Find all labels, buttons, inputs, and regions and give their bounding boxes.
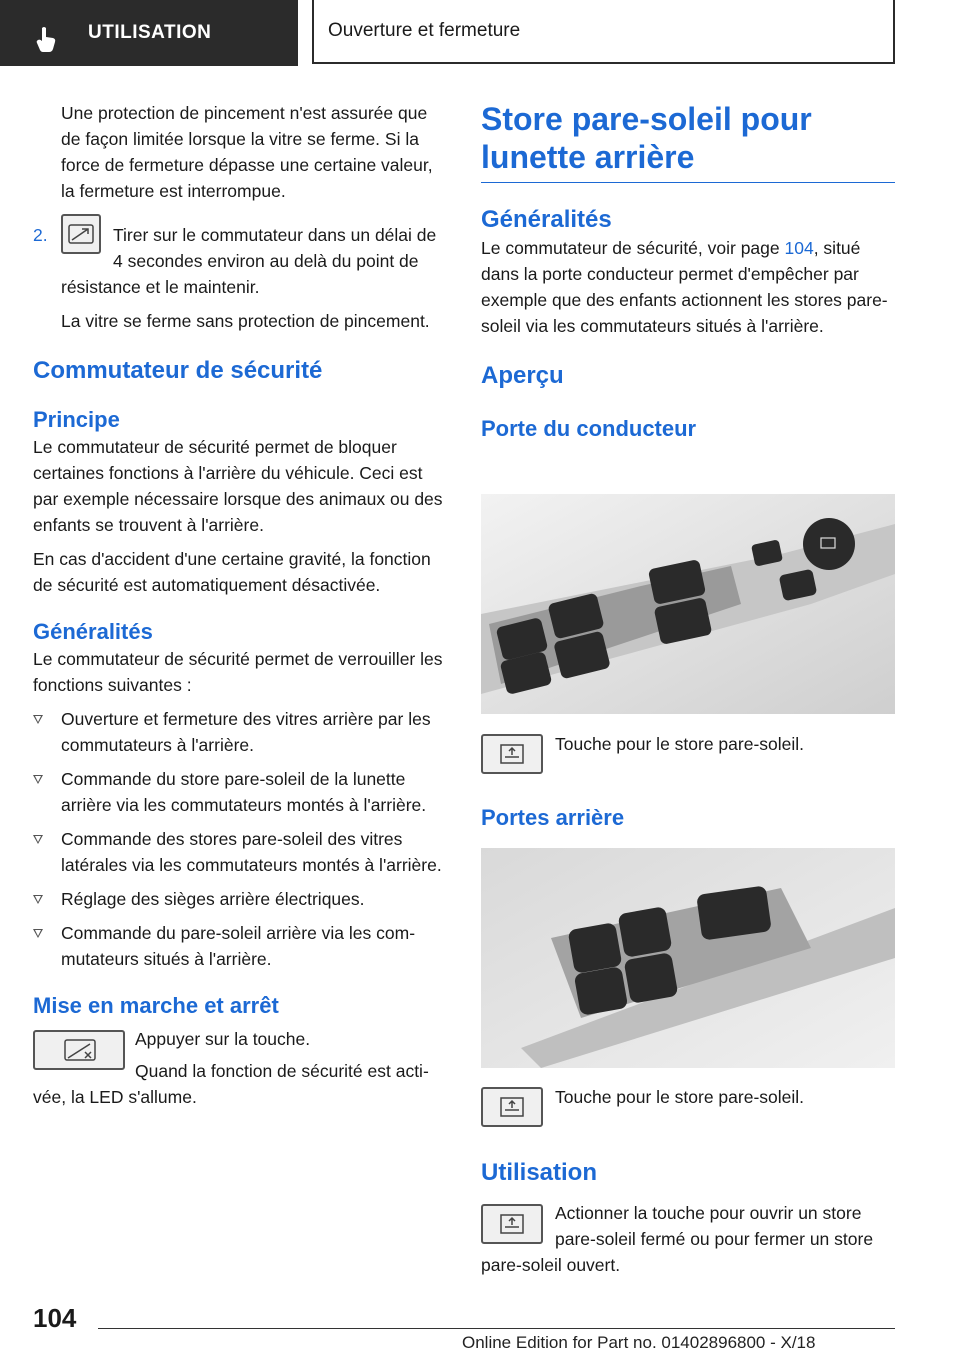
sunblind-icon xyxy=(481,1204,543,1244)
heading-principe: Principe xyxy=(33,407,120,432)
bullet-triangle-icon xyxy=(33,775,43,784)
caption-1: Touche pour le store pare-soleil. xyxy=(555,734,805,754)
right-column xyxy=(481,100,895,443)
caption-2-icon xyxy=(481,1087,543,1132)
window-switch-icon xyxy=(61,214,101,254)
principe-paragraph-2: En cas d'accident d'une certaine gravité, la fonction de sécurité est automatiquement désactivée. xyxy=(33,549,431,595)
mise-en-marche-block xyxy=(33,1026,448,1110)
utilisation-block xyxy=(481,1200,895,1278)
hand-pointer-icon xyxy=(36,26,58,58)
chapter-title: UTILISATION xyxy=(88,22,212,43)
left-column xyxy=(33,100,448,1110)
list-item: Commande du pare-soleil arrière via les commutateurs situés à l'arrière. xyxy=(33,920,448,972)
bullet-triangle-icon xyxy=(33,895,43,904)
heading-utilisation: Utilisation xyxy=(481,1159,598,1186)
heading-porte-conducteur: Porte du conducteur xyxy=(481,416,697,441)
heading-generalites-left: Généralités xyxy=(33,619,153,644)
step-2-note: La vitre se ferme sans protection de pincement. xyxy=(61,311,430,331)
footer-divider xyxy=(98,1328,895,1329)
heading-mise-en-marche: Mise en marche et arrêt xyxy=(33,993,279,1018)
caption-2: Touche pour le store pare-soleil. xyxy=(555,1087,805,1107)
generalites-paragraph-left: Le commutateur de sécurité permet de verrouiller les fonctions suivantes : xyxy=(33,649,443,695)
principe-paragraph-1: Le commutateur de sécurité permet de bloquer certaines fonctions à l'arrière du véhicule. Ceci est par exemple nécessaire lorsque des animaux ou des enfants se trouvent à l'arrière. xyxy=(33,437,443,535)
caption-1-icon xyxy=(481,734,543,779)
rear-door-photo xyxy=(481,848,895,1068)
step-number: 2. xyxy=(33,225,48,245)
chapter-tab xyxy=(0,0,298,66)
bullet-triangle-icon xyxy=(33,835,43,844)
list-item: Commande des stores pare-soleil des vitres latérales via les commutateurs montés à l'arrière. xyxy=(33,826,448,878)
list-item: Ouverture et fermeture des vitres arrière par les commutateurs à l'arrière. xyxy=(33,706,448,758)
section-title: Ouverture et fermeture xyxy=(312,0,895,64)
heading-commutateur: Commutateur de sécurité xyxy=(33,357,323,384)
utilisation-text: Actionner la touche pour ouvrir un store pare-soleil fermé ou pour fermer un store pare-soleil ouvert. xyxy=(481,1203,874,1275)
page-header xyxy=(0,0,960,66)
heading-generalites-right: Généralités xyxy=(481,206,612,233)
mise-en-marche-text-1: Appuyer sur la touche. xyxy=(135,1029,311,1049)
heading-store-pare-soleil: Store pare-soleil pour lunette arrière xyxy=(481,100,895,183)
page-reference-link[interactable]: 104 xyxy=(784,238,814,258)
sunblind-icon xyxy=(481,734,543,774)
bullet-triangle-icon xyxy=(33,929,43,938)
step-2 xyxy=(33,222,448,334)
heading-apercu: Aperçu xyxy=(481,362,564,389)
list-item: Commande du store pare-soleil de la lunette arrière via les commutateurs montés à l'arrière. xyxy=(33,766,448,818)
generalites-paragraph-right: Le commutateur de sécurité, voir page 104, situé dans la porte conducteur permet d'empêcher par exemple que des enfants actionnent les stores pare-soleil via les commutateurs situés à l'arrière. xyxy=(481,238,888,336)
safety-switch-icon xyxy=(33,1030,125,1070)
mise-en-marche-text-2: Quand la fonction de sécurité est activée, la LED s'allume. xyxy=(33,1061,429,1107)
driver-door-photo xyxy=(481,494,895,714)
edition-note: Online Edition for Part no. 01402896800 - X/18 xyxy=(462,1333,816,1352)
page-number: 104 xyxy=(33,1303,77,1333)
step-2-text: Tirer sur le commutateur dans un délai de 4 secondes environ au delà du point de résistance et le maintenir. xyxy=(61,225,437,297)
sunblind-icon xyxy=(481,1087,543,1127)
function-list xyxy=(33,706,448,972)
heading-portes-arriere: Portes arrière xyxy=(481,805,625,830)
pinch-protection-paragraph: Une protection de pincement n'est assurée que de façon limitée lorsque la vitre se ferme. Si la force de fermeture dépasse une certaine valeur, la fermeture est interrompue. xyxy=(61,103,433,201)
list-item: Réglage des sièges arrière électriques. xyxy=(33,886,448,912)
bullet-triangle-icon xyxy=(33,715,43,724)
